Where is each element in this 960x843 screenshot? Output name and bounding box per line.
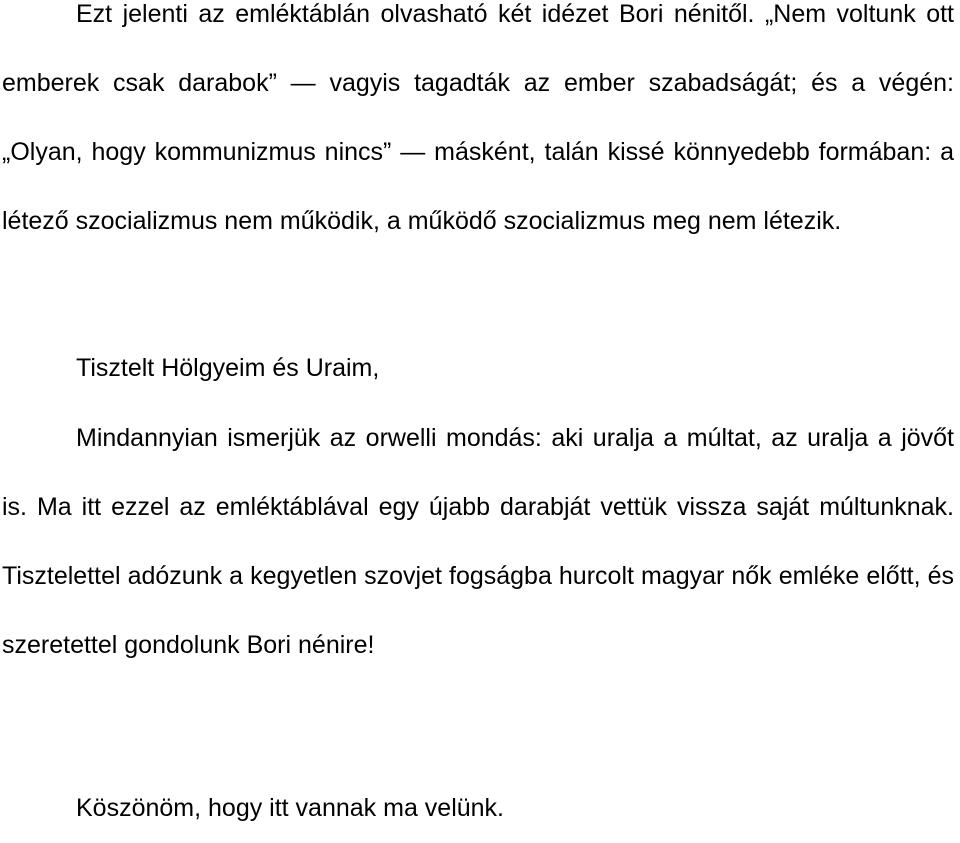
paragraph-quotes: Ezt jelenti az emléktáblán olvasható két idézet Bori nénitől. „Nem voltunk ott emberek csak darabok” — vagyis tagadták az ember szabadságát; és a végén: „Olyan, hogy kommunizmus nincs” — másként, talán kissé könnyedebb formában: a létező szocializmus nem működik, a működő szocializmus meg nem létezik.: [2, 0, 954, 235]
paragraph-main: Mindannyian ismerjük az orwelli mondás: aki uralja a múltat, az uralja a jövőt is. Ma itt ezzel az emléktáblával egy újabb darabját vettük vissza saját múltunknak. Tisztelettel adózunk a kegyetlen szovjet fogságba hurcolt magyar nők emléke előtt, és szeretettel gondolunk Bori nénire!: [2, 424, 954, 659]
paragraph-salutation: Tisztelt Hölgyeim és Uraim,: [76, 354, 380, 382]
paragraph-thanks: Köszönöm, hogy itt vannak ma velünk.: [76, 794, 505, 822]
